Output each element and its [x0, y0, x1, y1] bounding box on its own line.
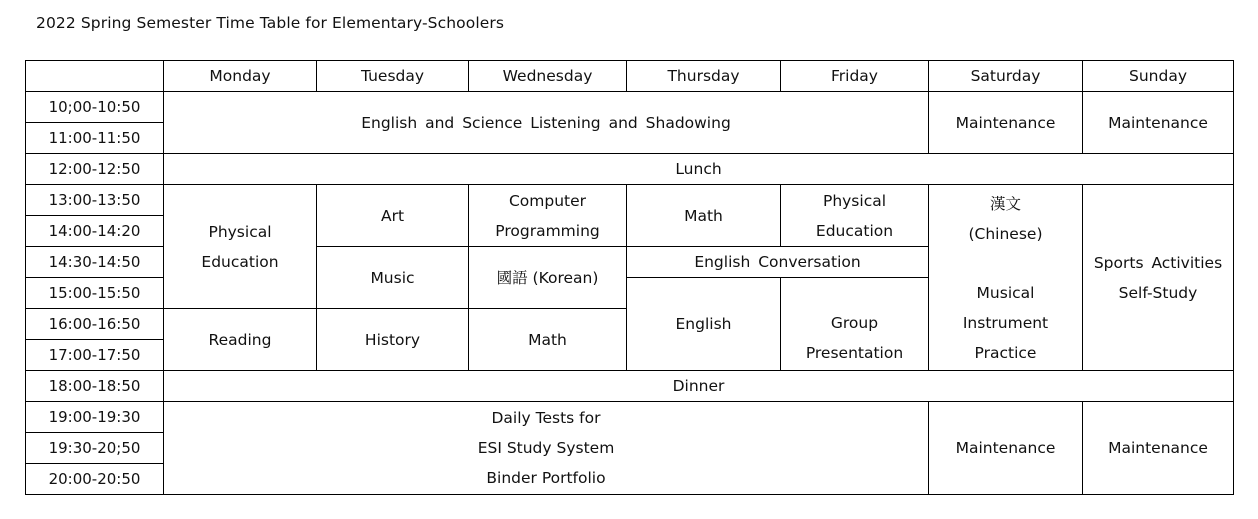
time-slot: 16:00-16:50: [26, 309, 164, 340]
time-row: [26, 154, 1234, 185]
cell-physical-education: Physical Education: [164, 185, 317, 309]
time-slot: 14:30-14:50: [26, 247, 164, 278]
cell-daily-tests: Daily Tests for ESI Study System Binder Portfolio: [164, 402, 929, 495]
time-slot: 14:00-14:20: [26, 216, 164, 247]
time-slot: 20:00-20:50: [26, 464, 164, 495]
time-slot: 10;00-10:50: [26, 92, 164, 123]
time-slot: 19:30-20;50: [26, 433, 164, 464]
time-slot: 15:00-15:50: [26, 278, 164, 309]
cell-wednesday-math: Math: [469, 309, 627, 371]
cell-english-science: English and Science Listening and Shadowing: [164, 92, 929, 154]
day-header-monday: Monday: [164, 61, 317, 92]
cell-art: Art: [317, 185, 469, 247]
time-slot: 11:00-11:50: [26, 123, 164, 154]
day-header-sunday: Sunday: [1083, 61, 1234, 92]
cell-korean: 國語 (Korean): [469, 247, 627, 309]
cell-sunday-activities: Sports Activities Self-Study: [1083, 185, 1234, 371]
cell-saturday-evening-maintenance: Maintenance: [929, 402, 1083, 495]
time-row: [26, 371, 1234, 402]
corner-cell: [26, 61, 164, 92]
day-header-saturday: Saturday: [929, 61, 1083, 92]
cell-saturday-maintenance: Maintenance: [929, 92, 1083, 154]
time-slot: 13:00-13:50: [26, 185, 164, 216]
time-row: [26, 185, 1234, 216]
day-header-wednesday: Wednesday: [469, 61, 627, 92]
day-header-thursday: Thursday: [627, 61, 781, 92]
cell-saturday-activities: 漢文 (Chinese) Musical Instrument Practice: [929, 185, 1083, 371]
cell-music: Music: [317, 247, 469, 309]
cell-group-presentation: Group Presentation: [781, 278, 929, 371]
header-row: [26, 61, 1234, 92]
cell-thursday-math: Math: [627, 185, 781, 247]
cell-dinner: Dinner: [164, 371, 1234, 402]
cell-sunday-maintenance: Maintenance: [1083, 92, 1234, 154]
page-title: 2022 Spring Semester Time Table for Elementary-Schoolers: [36, 14, 505, 32]
time-slot: 19:00-19:30: [26, 402, 164, 433]
cell-computer-programming: Computer Programming: [469, 185, 627, 247]
time-row: [26, 402, 1234, 433]
cell-history: History: [317, 309, 469, 371]
cell-friday-physical-education: Physical Education: [781, 185, 929, 247]
time-slot: 17:00-17:50: [26, 340, 164, 371]
timetable: [25, 60, 1234, 495]
cell-sunday-evening-maintenance: Maintenance: [1083, 402, 1234, 495]
cell-english-conversation: English Conversation: [627, 247, 929, 278]
cell-english: English: [627, 278, 781, 371]
time-slot: 18:00-18:50: [26, 371, 164, 402]
time-row: [26, 92, 1234, 123]
time-slot: 12:00-12:50: [26, 154, 164, 185]
cell-reading: Reading: [164, 309, 317, 371]
day-header-friday: Friday: [781, 61, 929, 92]
day-header-tuesday: Tuesday: [317, 61, 469, 92]
cell-lunch: Lunch: [164, 154, 1234, 185]
